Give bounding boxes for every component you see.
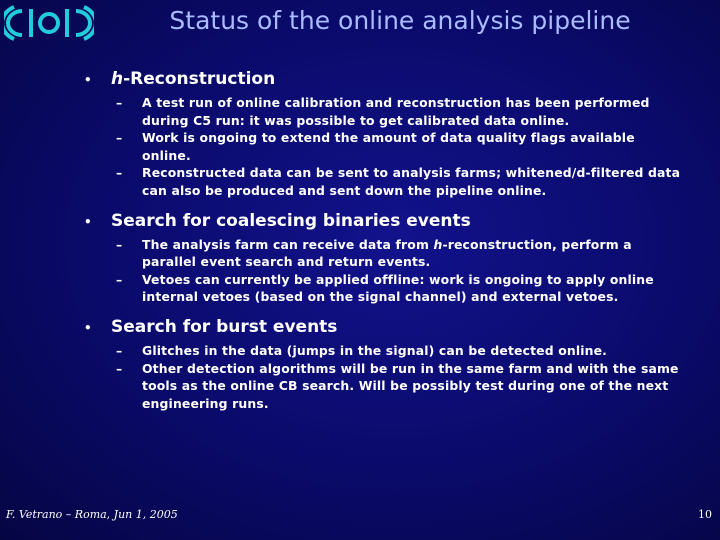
bullet-heading	[82, 68, 682, 91]
heading-italic-h: h	[111, 69, 124, 89]
sub-list	[82, 94, 682, 200]
bullet-dot-icon: •	[84, 73, 92, 87]
slide-title: Status of the online analysis pipeline	[169, 6, 631, 35]
section-coalescing-binaries	[82, 210, 682, 306]
list-item: – Reconstructed data can be sent to analysis farms; whitened/d-filtered data can also be produced and sent down the pipeline online.	[116, 165, 681, 198]
list-item: – The analysis farm can receive data from h-reconstruction, perform a parallel event search and return events.	[116, 236, 632, 270]
list-item: – Vetoes can currently be applied offline: work is ongoing to apply online internal vetoes (based on the signal channel) and external vetoes.	[116, 271, 654, 305]
heading-rest: -Reconstruction	[123, 69, 276, 89]
list-item: – A test run of online calibration and reconstruction has been performed during C5 run: it was possible to get calibrated data online.	[116, 95, 650, 128]
section-heading: Search for burst events	[111, 316, 338, 337]
bullet-dot-icon: •	[84, 214, 92, 229]
ego-virgo-logo-icon	[4, 3, 94, 43]
section-heading	[111, 68, 275, 90]
list-item: – Other detection algorithms will be run in the same farm and with the same tools as the online CB search. Will be possibly test during one of the next engineering runs.	[116, 360, 679, 411]
sub-list	[82, 236, 682, 306]
bullet-dot-icon: •	[84, 320, 92, 335]
list-item: – Work is ongoing to extend the amount of data quality flags available online.	[116, 130, 635, 163]
sub-list	[82, 342, 682, 412]
section-heading: Search for coalescing binaries events	[111, 210, 471, 231]
footer-author: F. Vetrano – Roma, Jun 1, 2005	[6, 508, 178, 521]
section-burst-events	[82, 316, 682, 412]
bullet-heading	[82, 316, 682, 339]
bullet-heading	[82, 210, 682, 233]
page-number: 10	[698, 508, 712, 521]
section-h-reconstruction	[82, 68, 682, 200]
list-item: – Glitches in the data (jumps in the signal) can be detected online.	[116, 342, 608, 358]
slide-content	[82, 68, 682, 422]
